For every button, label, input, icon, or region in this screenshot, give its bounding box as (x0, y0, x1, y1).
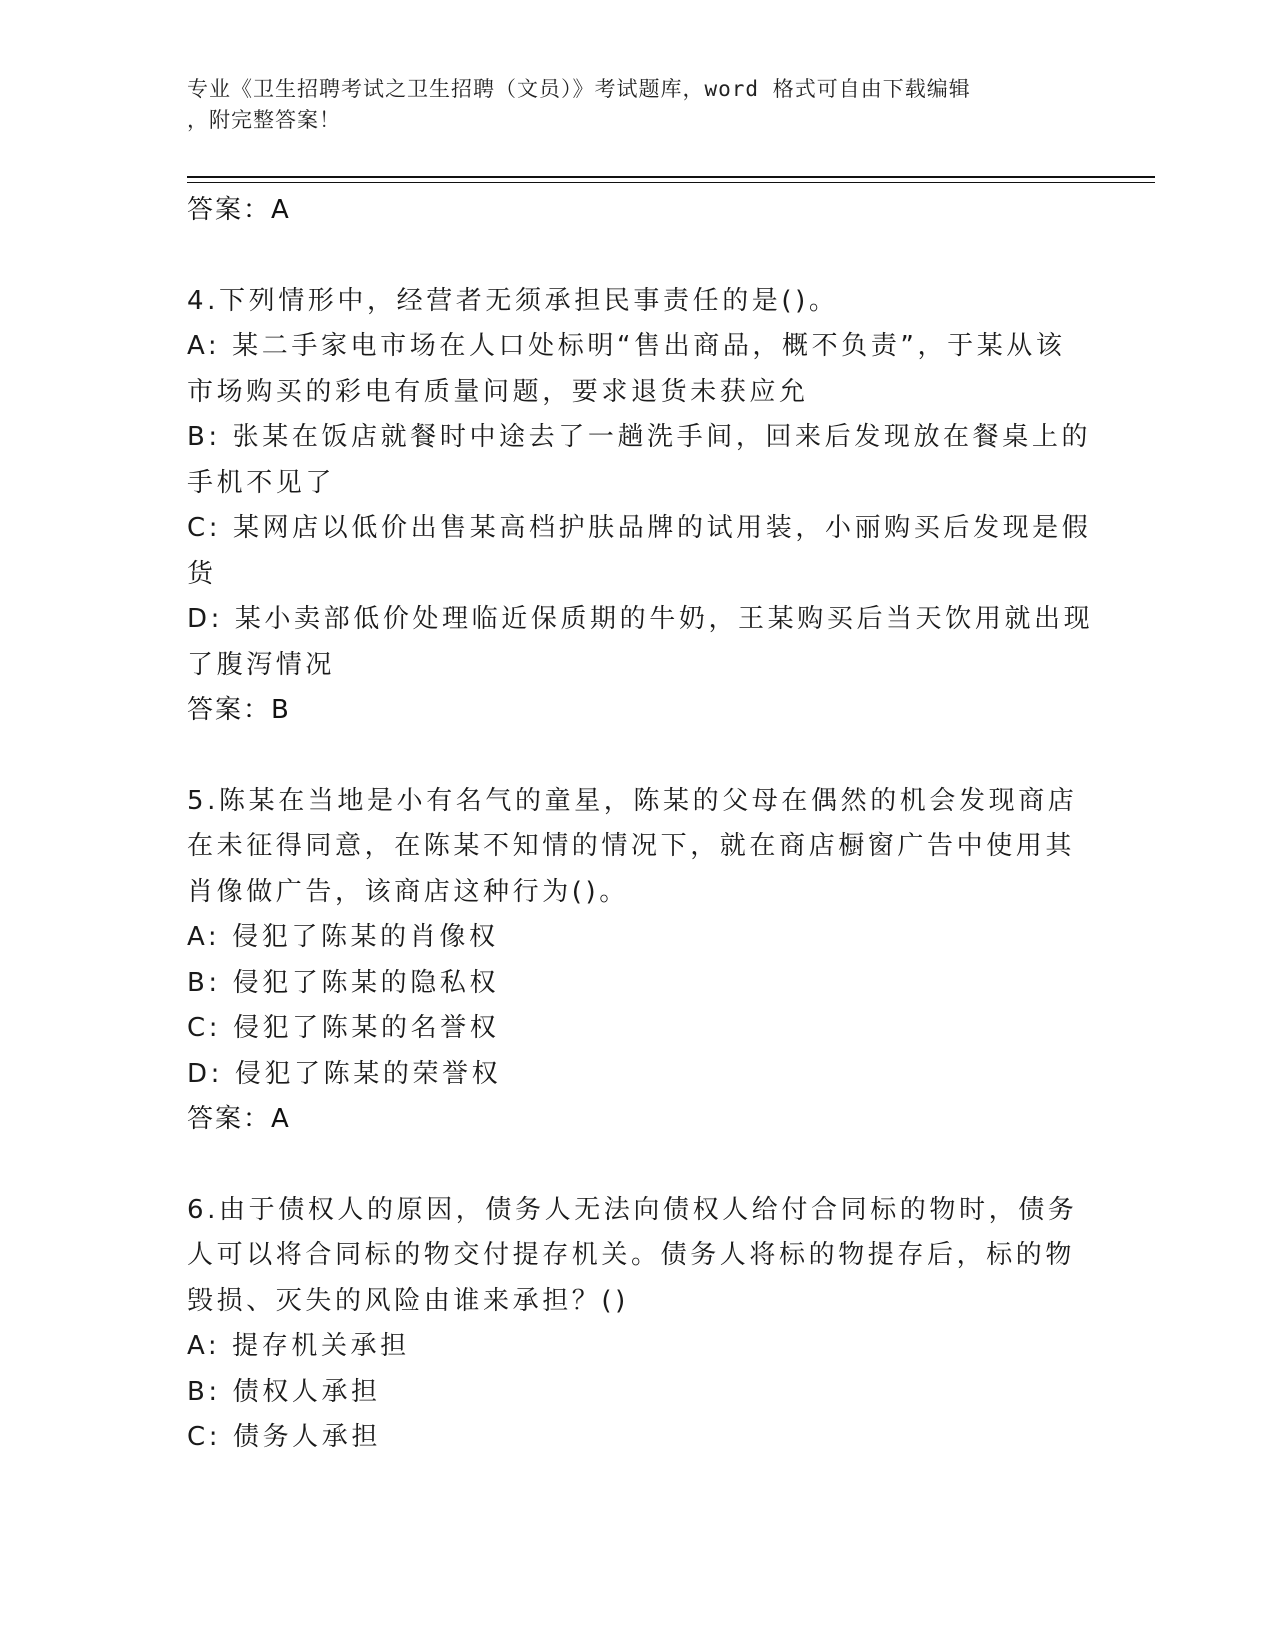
document-header (187, 74, 1067, 136)
option-c: C: 侵犯了陈某的名誉权 (187, 1013, 500, 1043)
option-d-line-2: 了腹泻情况 (187, 649, 336, 680)
option-b-line-2: 手机不见了 (187, 467, 336, 498)
option-d: D: 侵犯了陈某的荣誉权 (187, 1058, 502, 1089)
header-rule-thick (187, 176, 1155, 178)
spacer (187, 234, 1087, 279)
option-a-line-1: A: 某二手家电市场在人口处标明“售出商品，概不负责”，于某从该 (187, 331, 1066, 361)
question-4 (187, 279, 1094, 734)
option-a-line-2: 市场购买的彩电有质量问题，要求退货未获应允 (187, 376, 809, 407)
question-stem-line-1: 5.陈某在当地是小有名气的童星，陈某的父母在偶然的机会发现商店 (187, 785, 1078, 816)
answer-label: 答案：A (187, 195, 291, 225)
header-line-1: 专业《卫生招聘考试之卫生招聘（文员）》考试题库，word 格式可自由下载编辑 (187, 77, 971, 101)
question-stem-line-2: 在未征得同意，在陈某不知情的情况下，就在商店橱窗广告中使用其 (187, 831, 1076, 861)
option-a: A: 侵犯了陈某的肖像权 (187, 922, 499, 952)
question-stem-line-3: 毁损、灭失的风险由谁来承担？() (187, 1285, 629, 1316)
option-c-line-1: C: 某网店以低价出售某高档护肤品牌的试用装，小丽购买后发现是假 (187, 513, 1092, 543)
header-line-2: ，附完整答案！ (187, 108, 341, 132)
question-stem-line-2: 人可以将合同标的物交付提存机关。债务人将标的物提存后，标的物 (187, 1240, 1076, 1270)
question-stem-line-1: 6.由于债权人的原因，债务人无法向债权人给付合同标的物时，债务 (187, 1194, 1078, 1225)
option-c-line-2: 货 (187, 558, 217, 589)
question-6 (187, 1188, 1087, 1461)
option-b: B: 债权人承担 (187, 1376, 381, 1407)
spacer (187, 1143, 1087, 1188)
question-stem-line-3: 肖像做广告，该商店这种行为()。 (187, 876, 629, 907)
spacer (187, 734, 1087, 779)
option-b: B: 侵犯了陈某的隐私权 (187, 967, 500, 998)
option-c: C: 债务人承担 (187, 1422, 381, 1452)
question-stem: 4.下列情形中，经营者无须承担民事责任的是()。 (187, 285, 839, 316)
question-content (187, 188, 1094, 1461)
answer-label: 答案：B (187, 695, 291, 725)
question-5 (187, 779, 1087, 1143)
option-a: A: 提存机关承担 (187, 1331, 410, 1361)
option-b-line-1: B: 张某在饭店就餐时中途去了一趟洗手间，回来后发现放在餐桌上的 (187, 422, 1092, 452)
option-d-line-1: D: 某小卖部低价处理临近保质期的牛奶，王某购买后当天饮用就出现 (187, 604, 1094, 634)
header-rule-thin (187, 182, 1155, 183)
answer-label: 答案：A (187, 1104, 291, 1134)
